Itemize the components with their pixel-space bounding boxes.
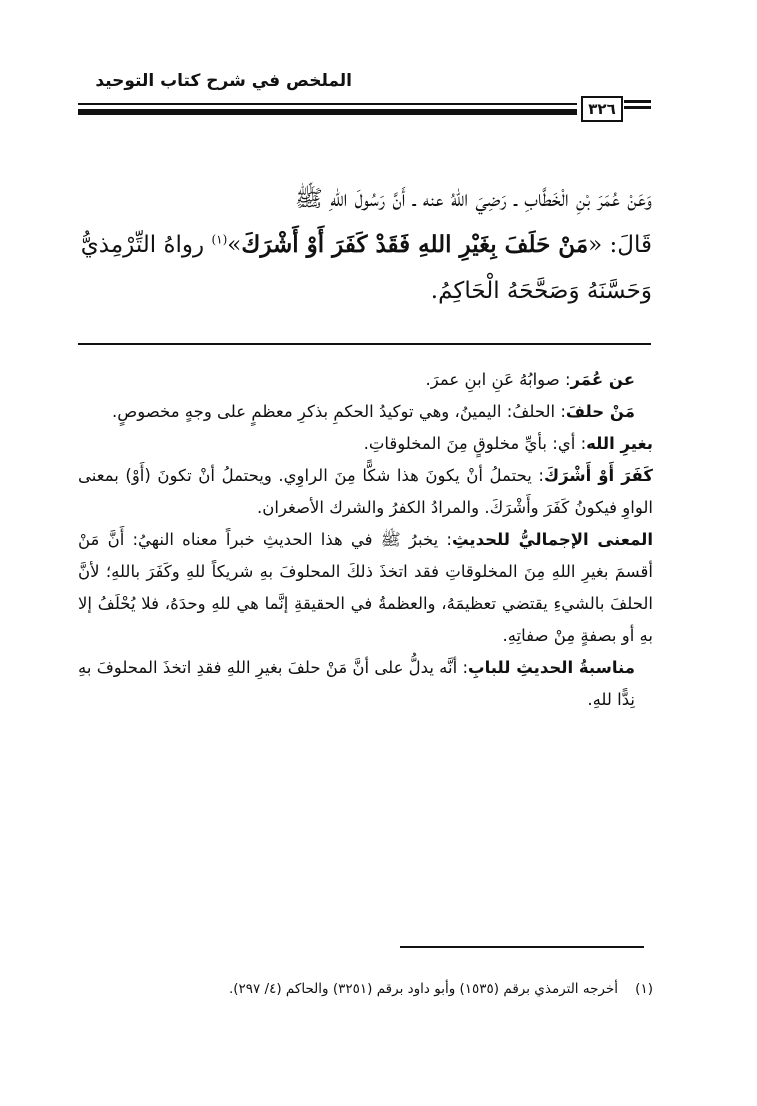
commentary-paragraph xyxy=(78,428,653,460)
commentary-paragraph xyxy=(78,364,653,396)
commentary xyxy=(78,364,653,716)
section-separator xyxy=(78,343,651,345)
page-number: ٣٢٦ xyxy=(581,96,623,122)
term: مَنْ حلفَ xyxy=(565,402,635,421)
explanation: : أنَّه يدلُّ على أنَّ مَنْ حلفَ بغيرِ اللهِ فقدِ اتخذَ المحلوفَ بهِ نِدًّا للهِ. xyxy=(78,658,635,709)
footnote-marker: (١) xyxy=(635,981,653,997)
footnote-reference: (١) xyxy=(211,232,228,247)
commentary-paragraph xyxy=(78,396,653,428)
term: مناسبةُ الحديثِ للبابِ xyxy=(468,658,636,677)
hadith-line-2-close: » xyxy=(227,232,242,258)
hadith-line-3: وَحَسَّنَهُ وَصَحَّحَهُ الْحَاكِمُ. xyxy=(430,278,652,304)
hadith-line-2-after: رواهُ التِّرْمِذيُّ xyxy=(80,232,212,258)
explanation: : الحلفُ: اليمينُ، وهي توكيدُ الحكمِ بذكرِ معظمٍ على وجهٍ مخصوصٍ. xyxy=(112,402,566,421)
footnote xyxy=(78,978,653,1000)
hadith-text xyxy=(77,176,652,314)
commentary-paragraph xyxy=(78,524,653,652)
term: بغيرِ الله xyxy=(586,434,653,453)
header-rule-thick xyxy=(78,109,577,115)
header-rule-thin xyxy=(78,103,577,105)
term: كَفَرَ أَوْ أَشْرَكَ xyxy=(543,466,654,485)
commentary-paragraph xyxy=(78,652,653,716)
term: عن عُمَر xyxy=(570,370,635,389)
hadith-quote: مَنْ حَلَفَ بِغَيْرِ اللهِ فَقَدْ كَفَرَ أَوْ أَشْرَكَ xyxy=(241,231,589,258)
hadith-line-2 xyxy=(77,222,652,268)
explanation: : أي: بأيِّ مخلوقٍ مِنَ المخلوقاتِ. xyxy=(363,434,587,453)
hadith-line-1: وَعَنْ عُمَرَ بْنِ الْخَطَّابِ ـ رَضِيَ اللهُ عنه ـ أَنَّ رَسُولَ اللهِ ﷺ xyxy=(295,186,652,212)
commentary-paragraph xyxy=(78,460,653,524)
explanation: : صوابُهُ عَنِ ابنِ عمرَ. xyxy=(425,370,571,389)
page-number-ornament xyxy=(624,100,651,112)
hadith-line-2-intro: قَالَ: « xyxy=(588,232,652,258)
footnote-text: أخرجه الترمذي برقم (١٥٣٥) وأبو داود برقم (٣٢٥١) والحاكم (٤/ ٢٩٧). xyxy=(228,981,618,997)
explanation: : يحتملُ أنْ يكونَ هذا شكًّا مِنَ الراوِي. ويحتملُ أنْ تكونَ (أَوْ) بمعنى الواوِ فيكونُ كَفَرَ وأَشْرَكَ. والمرادُ الكفرُ والشرك الأصغران. xyxy=(78,466,653,517)
book-title: الملخص في شرح كتاب التوحيد xyxy=(95,71,352,91)
footnote-rule xyxy=(400,946,644,948)
explanation: : يخبرُ ﷺ في هذا الحديثِ خبراً معناه النهيُ: أَنَّ مَنْ أقسمَ بغيرِ اللهِ مِنَ المخلوقاتِ فقد اتخذَ ذلكَ المحلوفَ بهِ شريكاً للهِ وكَفَرَ باللهِ؛ لأنَّ الحلفَ بالشيءِ يقتضي تعظيمَهُ، والعظمةُ في الحقيقةِ إنَّما هي للهِ وحدَهُ، فلا يُحْلَفُ إلا بهِ أو بصفةٍ مِنْ صفاتِهِ. xyxy=(78,530,653,645)
term: المعنى الإجماليُّ للحديثِ xyxy=(451,530,654,549)
